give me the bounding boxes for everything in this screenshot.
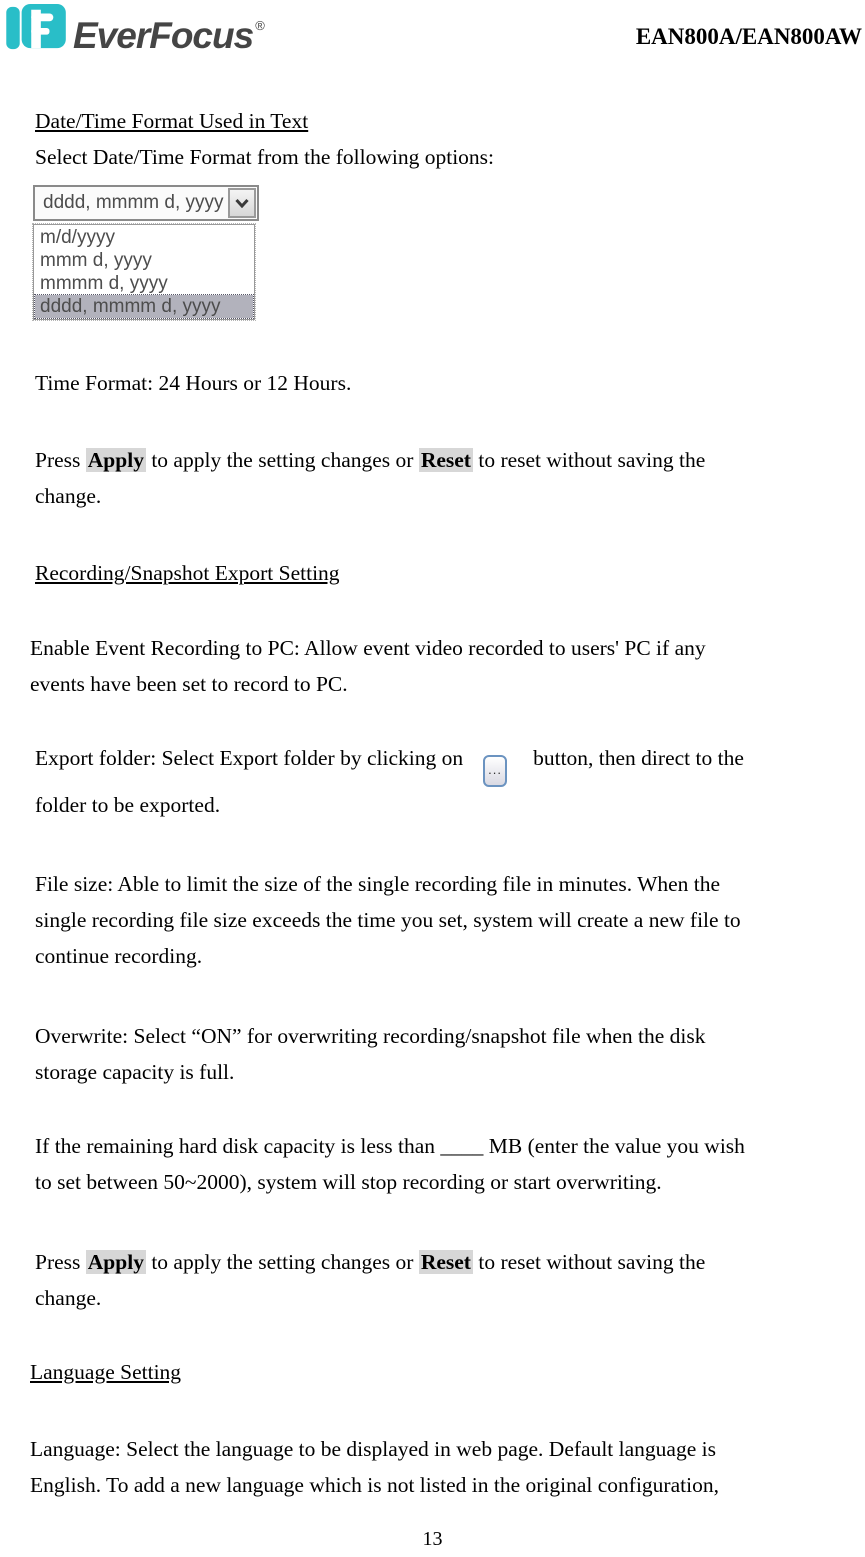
- date-format-select: [33, 185, 259, 221]
- enable-event-line2: events have been set to record to PC.: [30, 672, 348, 696]
- file-size-line2: single recording file size exceeds the time you set, system will create a new file to: [35, 908, 741, 932]
- paragraph-remaining-capacity: [35, 1128, 865, 1200]
- reset-keyword: Reset: [420, 448, 471, 472]
- apply-reset-pre: Press: [35, 1250, 86, 1274]
- apply-reset-mid: to apply the setting changes or: [145, 1250, 419, 1274]
- model-number: EAN800A/EAN800AW: [635, 24, 862, 49]
- paragraph-export-folder: [35, 740, 865, 823]
- apply-reset-line2: change.: [35, 1286, 102, 1310]
- reset-keyword: Reset: [420, 1250, 471, 1274]
- export-folder-line2: folder to be exported.: [35, 793, 221, 817]
- page-header: [0, 0, 865, 56]
- logo-text: EverFocus: [73, 15, 254, 56]
- overwrite-line2: storage capacity is full.: [35, 1060, 235, 1084]
- date-format-option-selected: dddd, mmmm d, yyyy: [35, 295, 253, 318]
- remaining-line1: If the remaining hard disk capacity is less than ____ MB (enter the value you wish: [35, 1134, 745, 1158]
- date-format-option: mmmm d, yyyy: [40, 273, 168, 294]
- apply-reset-pre: Press: [35, 448, 86, 472]
- export-folder-line1: [35, 740, 865, 787]
- apply-reset-line1: [35, 1244, 865, 1280]
- paragraph-language: [30, 1431, 865, 1503]
- page-content: [0, 50, 865, 1503]
- apply-keyword: Apply: [87, 1250, 144, 1274]
- browse-button: ...: [483, 755, 507, 787]
- paragraph-enable-event: [30, 630, 865, 702]
- apply-reset-mid: to apply the setting changes or: [145, 448, 419, 472]
- page-number: 13: [422, 1528, 443, 1550]
- paragraph-time-format: Time Format: 24 Hours or 12 Hours.: [35, 371, 352, 395]
- paragraph-select-datetime: Select Date/Time Format from the following options:: [35, 145, 495, 169]
- apply-keyword: Apply: [87, 448, 144, 472]
- date-format-option: m/d/yyyy: [40, 227, 115, 248]
- apply-reset-line2: change.: [35, 484, 102, 508]
- file-size-line3: continue recording.: [35, 944, 203, 968]
- apply-reset-line1: [35, 442, 865, 478]
- date-format-option-list: [33, 224, 255, 320]
- overwrite-line1: Overwrite: Select “ON” for overwriting recording/snapshot file when the disk: [35, 1024, 706, 1048]
- heading-recording-snapshot: Recording/Snapshot Export Setting: [35, 561, 340, 585]
- apply-reset-post: to reset without saving the: [472, 1250, 706, 1274]
- chevron-down-icon: [235, 198, 249, 208]
- date-format-selected-value: dddd, mmmm d, yyyy: [43, 192, 224, 213]
- logo-wordmark: [73, 3, 264, 59]
- everfocus-logo-icon: [5, 3, 69, 51]
- apply-reset-post: to reset without saving the: [472, 448, 706, 472]
- paragraph-overwrite: [35, 1018, 865, 1090]
- language-line2: English. To add a new language which is not listed in the original configuration,: [30, 1473, 719, 1497]
- everfocus-logo: [5, 3, 264, 59]
- heading-language-setting: Language Setting: [30, 1360, 182, 1384]
- paragraph-file-size: [35, 866, 865, 974]
- file-size-line1: File size: Able to limit the size of the single recording file in minutes. When the: [35, 872, 721, 896]
- paragraph-apply-reset-1: [35, 442, 865, 514]
- enable-event-line1: Enable Event Recording to PC: Allow event video recorded to users' PC if any: [30, 636, 706, 660]
- paragraph-apply-reset-2: [35, 1244, 865, 1316]
- heading-datetime-format: Date/Time Format Used in Text: [35, 109, 309, 133]
- export-folder-post: button, then direct to the: [533, 746, 744, 770]
- registered-trademark-icon: ®: [255, 18, 264, 33]
- export-folder-pre: Export folder: Select Export folder by clicking on: [35, 746, 464, 770]
- language-line1: Language: Select the language to be displayed in web page. Default language is: [30, 1437, 716, 1461]
- dropdown-arrow-button: [228, 188, 256, 218]
- date-format-option: mmm d, yyyy: [40, 250, 152, 271]
- dropdown-screenshot: [33, 185, 259, 320]
- remaining-line2: to set between 50~2000), system will stop recording or start overwriting.: [35, 1170, 662, 1194]
